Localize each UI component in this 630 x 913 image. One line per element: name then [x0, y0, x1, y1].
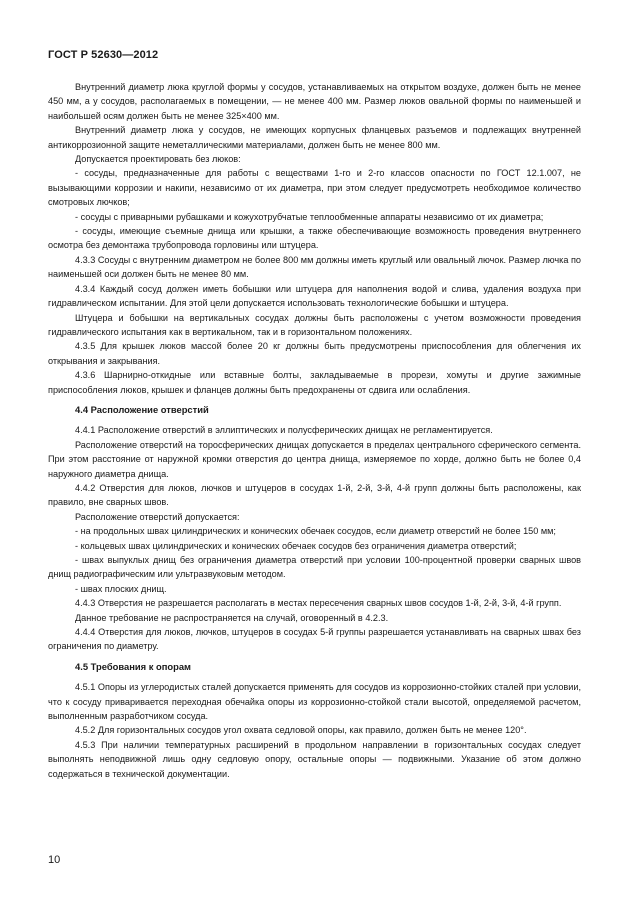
clause-4-4-1: 4.4.1 Расположение отверстий в эллиптических и полусферических днищах не регламентируется. [75, 425, 493, 436]
paragraph: Внутренний диаметр люка у сосудов, не имеющих корпусных фланцевых разъемов и подлежащих внутренней антикоррозионной защите неметаллическими материалами, должен быть не менее 800 мм. [48, 125, 581, 150]
section-heading-4-4: 4.4 Расположение отверстий [75, 403, 209, 415]
list-item: - на продольных швах цилиндрических и конических обечаек сосудов, если диаметр отверстий не более 150 мм; [75, 526, 556, 537]
document-body [48, 80, 581, 781]
clause-4-4-4: 4.4.4 Отверстия для люков, лючков, штуцеров в сосудах 5-й группы разрешается устанавливать на сварных швах без ограничения по диаметру. [48, 627, 581, 652]
clause-4-5-2: 4.5.2 Для горизонтальных сосудов угол охвата седловой опоры, как правило, должен быть не менее 120°. [75, 725, 527, 736]
paragraph: Штуцера и бобышки на вертикальных сосудах должны быть расположены с учетом возможности проведения гидравлического испытания как в вертикальном, так и в горизонтальном положениях. [48, 312, 581, 337]
clause-4-5-1: 4.5.1 Опоры из углеродистых сталей допускается применять для сосудов из коррозионно-стойких сталей при условии, что к сосуду приваривается переходная обечайка опоры из коррозионно-стойкой стали высотой, определяемой расчетом, выполненным разработчиком сосуда. [48, 682, 581, 722]
clause-4-3-3: 4.3.3 Сосуды с внутренним диаметром не более 800 мм должны иметь круглый или овальный лючок. Размер лючка по наименьшей оси должен быть не менее 80 мм. [48, 254, 581, 280]
clause-4-4-2: 4.4.2 Отверстия для люков, лючков и штуцеров в сосудах 1-й, 2-й, 3-й, 4-й групп должны быть расположены, как правило, вне сварных швов. [48, 482, 581, 508]
list-item: - кольцевых швах цилиндрических и конических обечаек сосудов без ограничения диаметра отверстий; [75, 540, 517, 551]
paragraph: Допускается проектировать без люков: [75, 154, 241, 165]
list-item: - сосуды, предназначенные для работы с веществами 1-го и 2-го классов опасности по ГОСТ 12.1.007, не вызывающими коррозии и накипи, независимо от их диаметра, при этом следует предусмотреть необходимое количество смотровых лючков; [48, 168, 581, 208]
clause-4-3-4: 4.3.4 Каждый сосуд должен иметь бобышки или штуцера для наполнения водой и слива, удаления воздуха при гидравлическом испытании. Для этой цели допускается использовать технологические бобышки и штуцера. [48, 283, 581, 309]
paragraph: Данное требование не распространяется на случай, оговоренный в 4.2.3. [75, 612, 389, 623]
paragraph: Расположение отверстий на торосферических днищах допускается в пределах центрального сферического сегмента. При этом расстояние от наружной кромки отверстия до центра днища, измеряемое по хорде, должно быть не более 0,4 наружного диаметра днища. [48, 439, 581, 479]
list-item: - сосуды, имеющие съемные днища или крышки, а также обеспечивающие возможность проведения внутреннего осмотра без демонтажа трубопровода горловины или штуцера. [48, 226, 581, 251]
page-number: 10 [48, 854, 61, 866]
list-item: - швах выпуклых днищ без ограничения диаметра отверстий при условии 100-процентной проверки сварных швов днищ радиографическим или ультразвуковым методом. [48, 555, 581, 580]
list-item: - швах плоских днищ. [75, 583, 167, 594]
clause-4-5-3: 4.5.3 При наличии температурных расширений в продольном направлении в горизонтальных сосудах следует выполнять неподвижной лишь одну седловую опору, остальные опоры — подвижными. Указание об этом должно содержаться в технической документации. [48, 739, 581, 779]
clause-4-3-5: 4.3.5 Для крышек люков массой более 20 кг должны быть предусмотрены приспособления для облегчения их открывания и закрывания. [48, 341, 581, 366]
section-heading-4-5: 4.5 Требования к опорам [75, 660, 191, 672]
paragraph: Внутренний диаметр люка круглой формы у сосудов, устанавливаемых на открытом воздухе, должен быть не менее 450 мм, а у сосудов, располагаемых в помещении, — не менее 400 мм. Размер люков овальной формы по наименьшей и наибольшей осям должен быть не менее 325×400 мм. [48, 82, 581, 121]
paragraph: Расположение отверстий допускается: [75, 511, 240, 522]
document-code: ГОСТ Р 52630—2012 [48, 49, 159, 61]
clause-4-3-6: 4.3.6 Шарнирно-откидные или вставные болты, закладываемые в прорези, хомуты и другие зажимные приспособления люков, крышек и фланцев должны быть предохранены от сдвига или ослабления. [48, 370, 581, 395]
clause-4-4-3: 4.4.3 Отверстия не разрешается располагать в местах пересечения сварных швов сосудов 1-й, 2-й, 3-й, 4-й групп. [75, 598, 562, 609]
list-item: - сосуды с приварными рубашками и кожухотрубчатые теплообменные аппараты независимо от их диаметра; [75, 211, 544, 222]
